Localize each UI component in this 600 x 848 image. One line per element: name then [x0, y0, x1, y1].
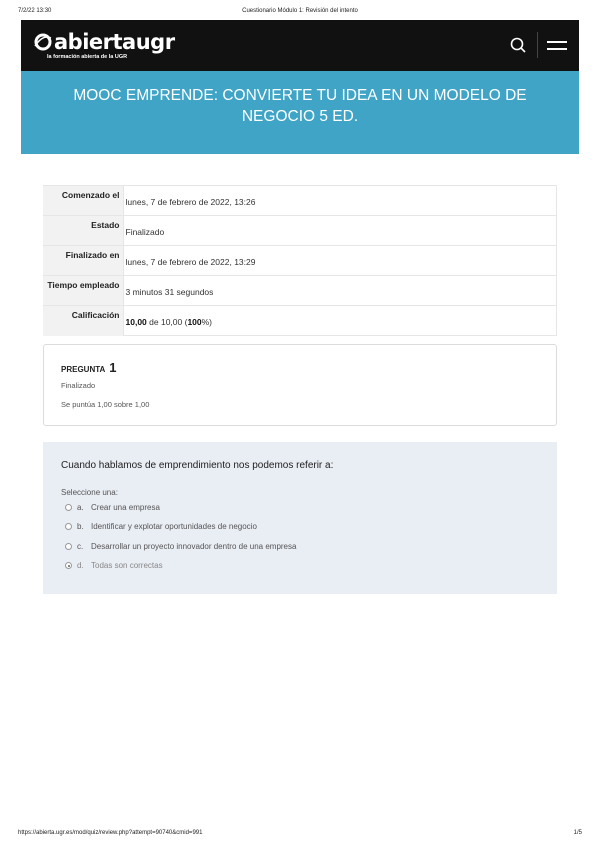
print-date: 7/2/22 13:30	[18, 8, 52, 14]
question-text: Cuando hablamos de emprendimiento nos podemos referir a:	[61, 460, 334, 471]
summary-label: Estado	[43, 216, 123, 246]
logo-tagline: la formación abierta de la UGR	[47, 54, 128, 60]
search-button[interactable]	[509, 36, 527, 54]
logo-wordmark	[33, 30, 175, 54]
option-letter: a.	[77, 503, 84, 512]
hamburger-menu-button[interactable]	[547, 38, 567, 52]
question-grade: Se puntúa 1,00 sobre 1,00	[61, 400, 150, 409]
option-letter: b.	[77, 522, 84, 531]
summary-label: Tiempo empleado	[43, 276, 123, 306]
summary-value: lunes, 7 de febrero de 2022, 13:29	[123, 246, 557, 276]
print-url: https://abierta.ugr.es/mod/quiz/review.php?attempt=90740&cmid=991	[18, 830, 203, 836]
summary-label: Finalizado en	[43, 246, 123, 276]
grade-value	[123, 306, 557, 336]
radio-button-selected[interactable]	[65, 562, 72, 569]
print-footer	[18, 830, 582, 840]
option-letter: c.	[77, 542, 84, 551]
summary-value: lunes, 7 de febrero de 2022, 13:26	[123, 186, 557, 216]
summary-label: Comenzado el	[43, 186, 123, 216]
option-text: Desarrollar un proyecto innovador dentro de una empresa	[91, 542, 297, 551]
summary-row-grade	[43, 306, 557, 336]
option-text: Identificar y explotar oportunidades de negocio	[91, 522, 257, 531]
search-icon	[509, 36, 527, 54]
summary-value: Finalizado	[123, 216, 557, 246]
radio-button[interactable]	[65, 543, 72, 550]
summary-value: 3 minutos 31 segundos	[123, 276, 557, 306]
logo-text: abiertaugr	[54, 30, 175, 54]
site-logo[interactable]	[33, 30, 183, 62]
grade-score: 10,00	[125, 317, 147, 327]
grade-mid: de 10,00 (	[149, 317, 188, 327]
grade-percent: 100	[187, 317, 202, 327]
radio-button[interactable]	[65, 504, 72, 511]
question-info-box	[43, 344, 557, 426]
hamburger-menu-icon	[547, 41, 567, 43]
attempt-summary-table	[43, 185, 557, 336]
option-letter: d.	[77, 561, 84, 570]
navbar-divider	[537, 32, 538, 58]
summary-row	[43, 246, 557, 276]
summary-row	[43, 216, 557, 246]
course-title: MOOC EMPRENDE: CONVIERTE TU IDEA EN UN MODELO DE NEGOCIO 5 ED.	[73, 87, 527, 125]
question-number-value: 1	[109, 360, 117, 375]
option-text: Todas son correctas	[91, 561, 163, 570]
print-header	[18, 8, 582, 18]
logo-mark-icon	[33, 32, 53, 52]
print-page-number: 1/5	[573, 830, 582, 836]
question-content	[43, 442, 557, 594]
grade-label: Calificación	[43, 306, 123, 336]
top-navbar	[21, 20, 579, 71]
summary-row	[43, 186, 557, 216]
question-heading: PREGUNTA	[61, 365, 106, 374]
print-document-title: Cuestionario Módulo 1: Revisión del intento	[242, 8, 358, 14]
radio-button[interactable]	[65, 523, 72, 530]
course-banner	[21, 71, 579, 154]
option-text: Crear una empresa	[91, 503, 160, 512]
answer-prompt: Seleccione una:	[61, 488, 118, 497]
question-number	[61, 360, 117, 375]
grade-end: %)	[201, 317, 213, 327]
summary-row	[43, 276, 557, 306]
question-state: Finalizado	[61, 381, 96, 390]
